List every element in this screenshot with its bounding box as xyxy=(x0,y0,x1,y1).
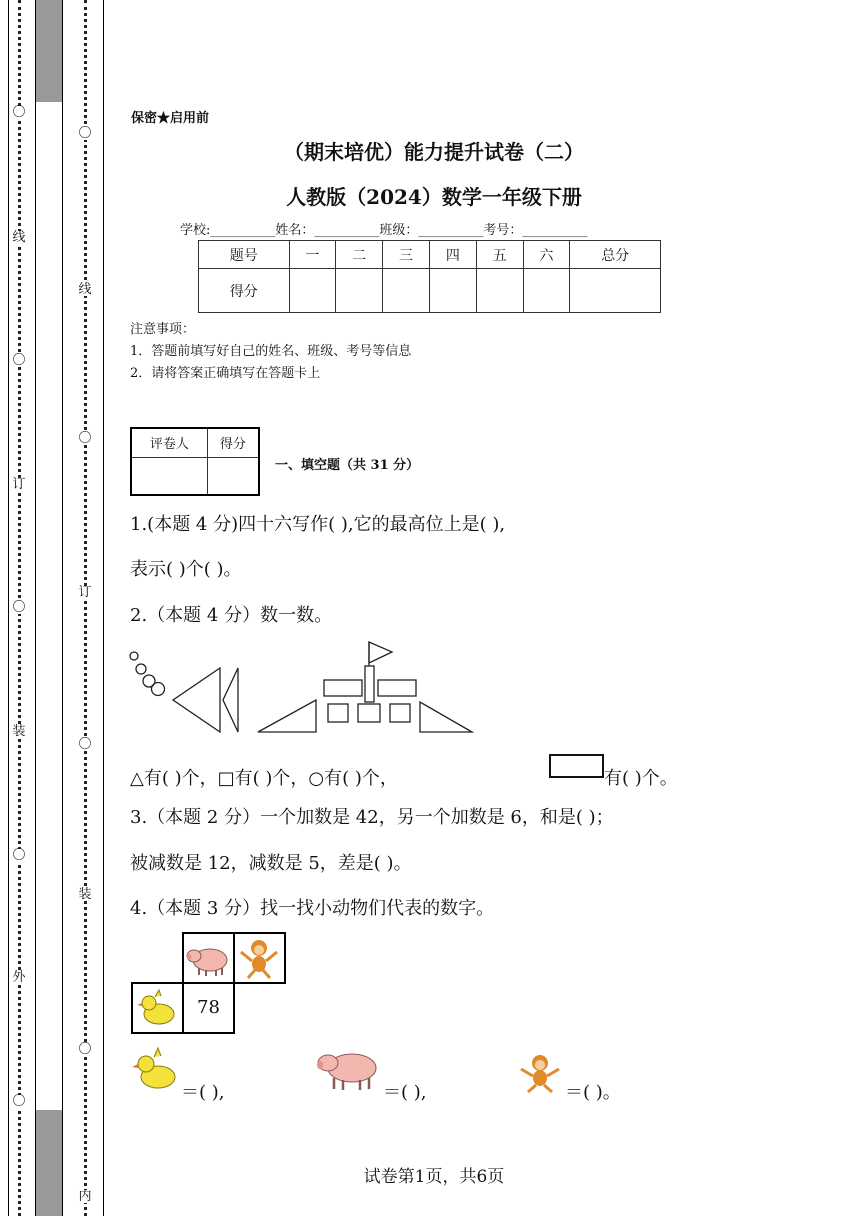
exam-title: （期末培优）能力提升试卷（二） xyxy=(284,140,584,164)
triangle-shape xyxy=(420,702,472,732)
circle-shape xyxy=(152,683,165,696)
circle-shape xyxy=(136,664,146,674)
page-footer: 试卷第1页，共6页 xyxy=(363,1167,505,1187)
score-header-cell: 五 xyxy=(476,241,523,269)
grader-cell[interactable] xyxy=(131,457,207,495)
score-cell[interactable] xyxy=(476,269,523,313)
binding-circle: 〇 xyxy=(78,1042,92,1057)
binding-label-nei: 内 xyxy=(78,1189,92,1204)
notes-item: 2．请将答案正确填写在答题卡上 xyxy=(130,366,321,381)
score-cell[interactable] xyxy=(570,269,661,313)
number-cell: 78 xyxy=(182,982,235,1034)
binding-label-zhuang: 装 xyxy=(12,724,26,739)
exam-subtitle: 人教版（2024）数学一年级下册 xyxy=(286,185,582,209)
monkey-icon xyxy=(235,934,284,982)
score-table xyxy=(198,240,661,313)
binding-circle: 〇 xyxy=(78,737,92,752)
grader-label: 评卷人 xyxy=(131,428,207,457)
student-info-line: 学校:__________姓名：__________班级：__________考号：__________ xyxy=(180,223,588,238)
question-4: 4.（本题 3 分）找一找小动物们代表的数字。 xyxy=(130,898,495,919)
circle-shape xyxy=(130,652,138,660)
chick-cell xyxy=(131,982,184,1034)
grader-score-label: 得分 xyxy=(207,428,259,457)
binding-circle: 〇 xyxy=(12,848,26,863)
binding-circle: 〇 xyxy=(12,1094,26,1109)
binding-label-wai: 外 xyxy=(12,970,26,985)
monkey-cell xyxy=(233,932,286,984)
triangle-shape xyxy=(258,700,316,732)
secret-label: 保密★启用前 xyxy=(131,111,210,126)
binding-circle: 〇 xyxy=(12,353,26,368)
shapes-figure xyxy=(128,638,478,738)
triangle-shape xyxy=(223,668,238,732)
chick-answer: ＝( ), xyxy=(181,1082,225,1103)
chick-icon xyxy=(130,1045,182,1095)
monkey-answer: ＝( )。 xyxy=(565,1082,621,1103)
grader-cell[interactable] xyxy=(207,457,259,495)
score-cell[interactable] xyxy=(383,269,430,313)
score-header-cell: 四 xyxy=(429,241,476,269)
monkey-icon xyxy=(517,1052,563,1094)
score-header-cell: 六 xyxy=(523,241,570,269)
binding-bar-top xyxy=(36,0,62,102)
square-shape xyxy=(390,704,410,722)
question-1-line-2: 表示( )个( )。 xyxy=(130,559,242,580)
score-header-cell: 一 xyxy=(289,241,336,269)
score-cell[interactable] xyxy=(289,269,336,313)
score-header-cell: 题号 xyxy=(199,241,290,269)
square-shape xyxy=(358,704,380,722)
rectangle-shape xyxy=(378,680,416,696)
question-2: 2.（本题 4 分）数一数。 xyxy=(130,605,333,626)
question-2-answer: △有( )个，□有( )个，○有( )个， xyxy=(130,768,398,789)
notes-item: 1．答题前填写好自己的姓名、班级、考号等信息 xyxy=(130,344,412,359)
chick-icon xyxy=(133,984,182,1032)
binding-label-xian: 线 xyxy=(12,230,26,245)
score-row-label: 得分 xyxy=(199,269,290,313)
score-cell[interactable] xyxy=(336,269,383,313)
rectangle-shape xyxy=(365,666,374,702)
score-header-cell: 三 xyxy=(383,241,430,269)
question-1-line-1: 1.(本题 4 分)四十六写作( ),它的最高位上是( ), xyxy=(130,514,506,535)
flag-triangle-shape xyxy=(369,642,392,663)
binding-label-xian: 线 xyxy=(78,282,92,297)
rectangle-icon xyxy=(549,754,604,778)
pig-cell xyxy=(182,932,235,984)
score-cell[interactable] xyxy=(523,269,570,313)
square-shape xyxy=(328,704,348,722)
binding-label-zhuang: 装 xyxy=(78,887,92,902)
question-2-answer-rect: 有( )个。 xyxy=(604,768,678,789)
pig-icon xyxy=(314,1044,380,1092)
binding-label-ding: 订 xyxy=(78,585,92,600)
score-header-cell: 总分 xyxy=(570,241,661,269)
binding-circle: 〇 xyxy=(78,431,92,446)
section-title: 一、填空题（共 31 分） xyxy=(275,458,420,473)
question-3-line-1: 3.（本题 2 分）一个加数是 42，另一个加数是 6，和是( )； xyxy=(130,807,614,828)
notes-title: 注意事项： xyxy=(130,322,196,337)
pig-answer: ＝( ), xyxy=(383,1082,427,1103)
grader-box xyxy=(130,427,260,496)
pig-icon xyxy=(184,934,233,982)
rectangle-shape xyxy=(324,680,362,696)
binding-circle: 〇 xyxy=(78,126,92,141)
binding-label-ding: 订 xyxy=(12,477,26,492)
binding-circle: 〇 xyxy=(12,105,26,120)
question-3-line-2: 被减数是 12，减数是 5，差是( )。 xyxy=(130,853,412,874)
score-header-cell: 二 xyxy=(336,241,383,269)
binding-circle: 〇 xyxy=(12,600,26,615)
triangle-shape xyxy=(173,668,220,732)
score-cell[interactable] xyxy=(429,269,476,313)
